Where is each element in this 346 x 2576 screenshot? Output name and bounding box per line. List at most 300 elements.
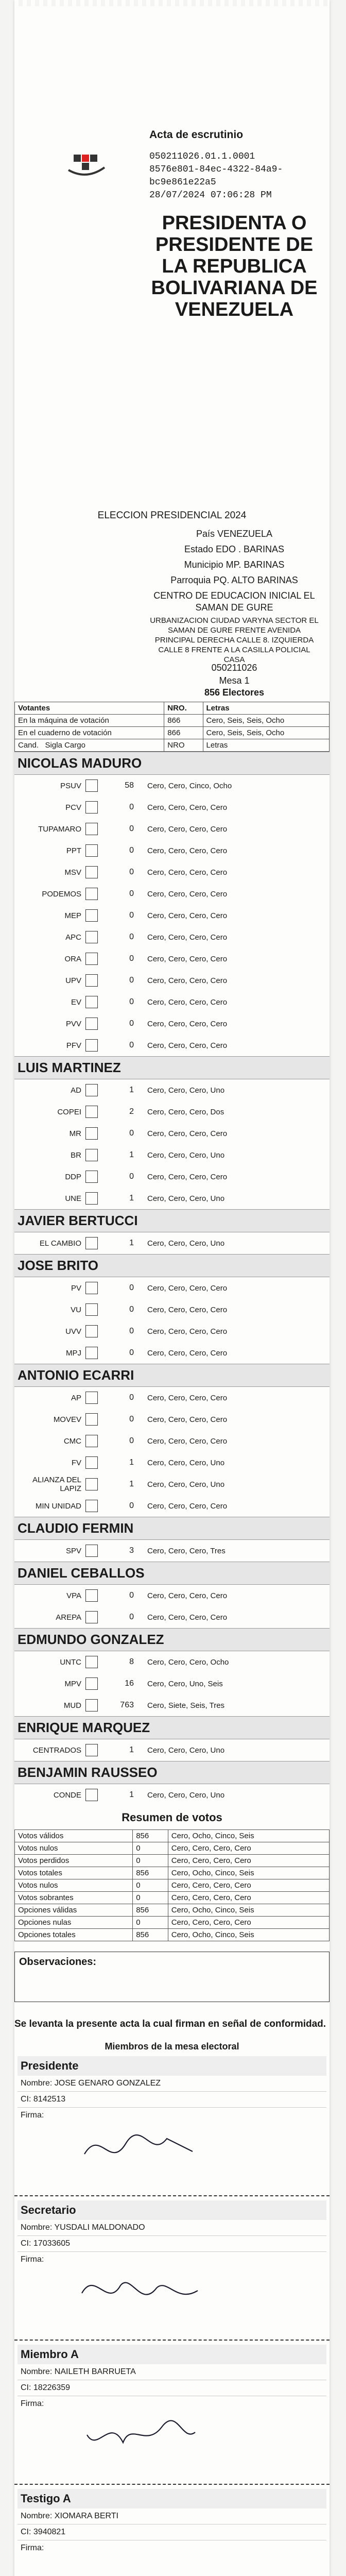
conformidad-note: Se levanta la presente acta la cual firman en señal de conformidad. <box>14 2019 326 2029</box>
party-logo-icon <box>85 1545 98 1557</box>
vote-row <box>14 1540 330 1562</box>
party-sigla: MEP <box>64 911 81 920</box>
vote-letras: Cero, Cero, Cero, Cero <box>147 911 228 920</box>
vote-count: 763 <box>120 1701 134 1709</box>
party-sigla: PVV <box>65 1019 81 1028</box>
party-sigla: PPT <box>66 846 81 855</box>
vote-letras: Cero, Cero, Cero, Uno <box>147 1239 225 1248</box>
member-ci: CI: 3940821 <box>18 2524 326 2540</box>
resumen-label: Votos perdidos <box>15 1855 133 1867</box>
party-logo-icon <box>85 1611 98 1623</box>
party-sigla: PV <box>71 1283 81 1293</box>
estado: Estado EDO . BARINAS <box>184 544 285 554</box>
vote-row <box>14 1673 330 1694</box>
member-block <box>14 2052 330 2196</box>
resumen-count: 856 <box>133 1929 168 1941</box>
vote-count: 0 <box>129 1613 134 1621</box>
party-sigla: ALIANZA DEL LAPIZ <box>32 1476 81 1493</box>
pais: País VENEZUELA <box>196 529 273 539</box>
vote-count: 0 <box>129 1591 134 1600</box>
vote-letras: Cero, Cero, Cero, Cero <box>147 1415 228 1424</box>
candidate-name: NICOLAS MADURO <box>14 752 330 775</box>
acta-header <box>14 0 330 698</box>
party-sigla: SPV <box>65 1546 81 1555</box>
cand-header-cell <box>15 739 164 752</box>
vote-count: 0 <box>129 1129 134 1138</box>
vote-row <box>14 1473 330 1495</box>
resumen-label: Votos nulos <box>15 1879 133 1892</box>
vote-count: 1 <box>129 1480 134 1488</box>
acta-header-right <box>149 129 319 320</box>
vote-count: 0 <box>129 1283 134 1292</box>
candidate-name: EDMUNDO GONZALEZ <box>14 1628 330 1651</box>
parroquia: Parroquia PQ. ALTO BARINAS <box>170 575 298 585</box>
acta-title: Acta de escrutinio <box>149 129 244 141</box>
party-sigla: ORA <box>64 954 81 963</box>
vote-count: 1 <box>129 1745 134 1754</box>
party-logo-icon <box>85 888 98 900</box>
votantes-table <box>14 702 330 752</box>
candidate-name: JOSE BRITO <box>14 1254 330 1277</box>
cand-label: Cand. <box>18 741 39 750</box>
vote-count: 3 <box>129 1546 134 1555</box>
candidate-name: BENJAMIN RAUSSEO <box>14 1761 330 1784</box>
resumen-title: Resumen de votos <box>122 1811 222 1824</box>
vote-letras: Cero, Cero, Cero, Cero <box>147 1501 228 1511</box>
member-nombre: Nombre: JOSE GENARO GONZALEZ <box>18 2076 326 2092</box>
member-block <box>14 2485 330 2576</box>
vote-count: 1 <box>129 1086 134 1094</box>
resumen-letras: Cero, Cero, Cero, Cero <box>168 1842 329 1855</box>
party-logo-icon <box>85 1039 98 1052</box>
vote-row <box>14 1430 330 1452</box>
resumen-row <box>15 1855 330 1867</box>
vote-letras: Cero, Cero, Cero, Cero <box>147 1613 228 1622</box>
party-logo-icon <box>85 1106 98 1118</box>
party-sigla: UPV <box>65 976 81 985</box>
resumen-table <box>14 1829 330 1941</box>
party-logo-icon <box>85 1018 98 1030</box>
miembros-title: Miembros de la mesa electoral <box>105 2041 239 2052</box>
vote-count: 0 <box>129 1436 134 1445</box>
member-block <box>14 2196 330 2341</box>
party-logo-icon <box>85 823 98 835</box>
vote-count: 0 <box>129 933 134 941</box>
party-sigla: DDP <box>65 1172 81 1181</box>
acta-code-1: 050211026.01.1.0001 <box>149 151 255 162</box>
vote-row <box>14 1606 330 1628</box>
candidate-name: JAVIER BERTUCCI <box>14 1209 330 1232</box>
vote-letras: Cero, Cero, Cero, Cero <box>147 1129 228 1138</box>
vote-row <box>14 861 330 883</box>
party-sigla: EV <box>71 997 81 1007</box>
party-logo-icon <box>85 1500 98 1512</box>
member-firma <box>18 2252 326 2335</box>
vote-row <box>14 818 330 840</box>
votantes-row-letras: Cero, Seis, Seis, Ocho <box>203 715 329 727</box>
firma-label: Firma: <box>21 2111 44 2120</box>
nro-label: NRO <box>164 739 203 752</box>
member-firma <box>18 2108 326 2191</box>
party-sigla: PSUV <box>60 781 81 790</box>
vote-letras: Cero, Cero, Cero, Cero <box>147 1591 228 1600</box>
vote-letras: Cero, Cero, Cero, Uno <box>147 1790 225 1800</box>
resumen-row <box>15 1929 330 1941</box>
votantes-row-letras: Cero, Seis, Seis, Ocho <box>203 727 329 739</box>
cne-logo-icon <box>63 144 110 180</box>
vote-row <box>14 970 330 991</box>
member-firma <box>18 2540 326 2576</box>
party-logo-icon <box>85 1303 98 1316</box>
party-sigla: CONDE <box>53 1790 81 1800</box>
vote-letras: Cero, Cero, Cero, Cero <box>147 1327 228 1336</box>
signature-icon <box>79 2267 213 2319</box>
vote-letras: Cero, Cero, Cero, Cero <box>147 803 228 812</box>
vote-letras: Cero, Cero, Cero, Uno <box>147 1480 225 1489</box>
resumen-row <box>15 1917 330 1929</box>
votantes-row-label: En la máquina de votación <box>15 715 164 727</box>
party-sigla: UNE <box>65 1194 81 1203</box>
vote-letras: Cero, Cero, Cero, Cero <box>147 1393 228 1402</box>
election-title: PRESIDENTA O PRESIDENTE DE LA REPUBLICA BOLIVARIANA DE VENEZUELA <box>151 212 318 320</box>
vote-row <box>14 1144 330 1166</box>
vote-letras: Cero, Cero, Cero, Cero <box>147 1436 228 1446</box>
vote-row <box>14 1409 330 1430</box>
signature-icon <box>79 2556 213 2576</box>
member-firma <box>18 2396 326 2480</box>
vote-letras: Cero, Cero, Cero, Cero <box>147 1283 228 1293</box>
candidate-name: ANTONIO ECARRI <box>14 1364 330 1387</box>
party-logo-icon <box>85 779 98 792</box>
vote-letras: Cero, Cero, Cero, Cero <box>147 1305 228 1314</box>
member-role: Miembro A <box>18 2345 326 2364</box>
sigla-label: Sigla <box>45 741 62 750</box>
signature-icon <box>79 2412 213 2463</box>
acta-code-2: 8576e801-84ec-4322-84a9- <box>149 164 283 175</box>
resumen-row <box>15 1830 330 1842</box>
party-logo-icon <box>85 801 98 814</box>
vote-count: 2 <box>129 1107 134 1116</box>
resumen-label: Votos sobrantes <box>15 1892 133 1904</box>
party-logo-icon <box>85 1149 98 1161</box>
vote-row <box>14 1585 330 1606</box>
party-sigla: PODEMOS <box>42 889 81 899</box>
resumen-letras: Cero, Cero, Cero, Cero <box>168 1917 329 1929</box>
votantes-row-nro: 866 <box>164 727 203 739</box>
resumen-letras: Cero, Ocho, Cinco, Seis <box>168 1830 329 1842</box>
party-sigla: PCV <box>65 803 81 812</box>
codigo: 050211026 <box>211 663 257 673</box>
vote-count: 0 <box>129 911 134 920</box>
resumen-row <box>15 1867 330 1879</box>
vote-count: 0 <box>129 1305 134 1314</box>
direccion: URBANIZACION CIUDAD VARYNA SECTOR EL SAMAN DE GURE FRENTE AVENIDA PRINCIPAL DERECHA CALLE 8. IZQUIERDA CALLE 8 FRENTE A LA CASILLA POLICIAL CASA <box>150 616 319 664</box>
vote-row <box>14 1079 330 1101</box>
resumen-row <box>15 1892 330 1904</box>
candidates-list <box>14 752 330 1806</box>
electores: 856 Electores <box>204 687 265 698</box>
party-sigla: VPA <box>66 1591 81 1600</box>
party-logo-icon <box>85 1127 98 1140</box>
cargo-label: Cargo <box>64 741 85 750</box>
resumen-label: Opciones totales <box>15 1929 133 1941</box>
letras-header: Letras <box>203 702 329 715</box>
resumen-label: Opciones nulas <box>15 1917 133 1929</box>
party-sigla: AP <box>71 1393 81 1402</box>
acta-datetime: 28/07/2024 07:06:28 PM <box>149 190 272 200</box>
centro: CENTRO DE EDUCACION INICIAL EL SAMAN DE GURE <box>153 590 315 613</box>
vote-row <box>14 1452 330 1473</box>
resumen-count: 856 <box>133 1904 168 1917</box>
vote-letras: Cero, Cero, Cero, Cero <box>147 1041 228 1050</box>
vote-count: 16 <box>125 1679 134 1688</box>
candidate-name: DANIEL CEBALLOS <box>14 1562 330 1585</box>
main-body <box>14 702 330 2576</box>
firma-label: Firma: <box>21 2544 44 2552</box>
party-sigla: CMC <box>63 1436 81 1446</box>
candidate-name: ENRIQUE MARQUEZ <box>14 1716 330 1739</box>
candidate-name: LUIS MARTINEZ <box>14 1056 330 1079</box>
party-logo-icon <box>85 974 98 987</box>
party-sigla: MPJ <box>66 1348 81 1358</box>
votantes-row-nro: 866 <box>164 715 203 727</box>
party-sigla: BR <box>71 1150 81 1160</box>
party-logo-icon <box>85 909 98 922</box>
member-role: Testigo A <box>18 2489 326 2509</box>
vote-letras: Cero, Cero, Cero, Uno <box>147 1086 225 1095</box>
party-sigla: UVV <box>65 1327 81 1336</box>
vote-letras: Cero, Cero, Uno, Seis <box>147 1679 223 1688</box>
vote-row <box>14 1739 330 1761</box>
party-sigla: APC <box>65 933 81 942</box>
party-logo-icon <box>85 1192 98 1205</box>
party-logo-icon <box>85 1325 98 1337</box>
party-logo-icon <box>85 996 98 1008</box>
vote-letras: Cero, Siete, Seis, Tres <box>147 1701 225 1710</box>
candidate-name: CLAUDIO FERMIN <box>14 1517 330 1540</box>
party-sigla: COPEI <box>57 1107 81 1116</box>
vote-row <box>14 1784 330 1806</box>
resumen-label: Opciones válidas <box>15 1904 133 1917</box>
resumen-count: 856 <box>133 1830 168 1842</box>
party-sigla: PFV <box>66 1041 81 1050</box>
vote-count: 8 <box>129 1657 134 1666</box>
vote-count: 0 <box>129 803 134 811</box>
party-logo-icon <box>85 844 98 857</box>
vote-letras: Cero, Cero, Cero, Uno <box>147 1150 225 1160</box>
party-sigla: AREPA <box>56 1613 81 1622</box>
vote-row <box>14 1277 330 1299</box>
party-sigla: MPV <box>64 1679 81 1688</box>
vote-count: 58 <box>125 781 134 790</box>
vote-count: 0 <box>129 868 134 876</box>
member-block <box>14 2341 330 2485</box>
vote-row <box>14 1651 330 1673</box>
vote-row <box>14 1320 330 1342</box>
vote-row <box>14 1299 330 1320</box>
party-sigla: AD <box>71 1086 81 1095</box>
vote-count: 1 <box>129 1150 134 1159</box>
vote-row <box>14 948 330 970</box>
vote-row <box>14 926 330 948</box>
party-sigla: MOVEV <box>53 1415 81 1424</box>
nro-header: NRO. <box>164 702 203 715</box>
party-sigla: VU <box>71 1305 81 1314</box>
party-logo-icon <box>85 866 98 878</box>
vote-count: 1 <box>129 1239 134 1247</box>
party-sigla: EL CAMBIO <box>39 1239 81 1248</box>
member-nombre: Nombre: YUSDALI MALDONADO <box>18 2220 326 2236</box>
vote-letras: Cero, Cero, Cero, Cero <box>147 1172 228 1181</box>
vote-row <box>14 991 330 1013</box>
party-sigla: UNTC <box>60 1657 81 1667</box>
vote-count: 0 <box>129 889 134 898</box>
letras-label: Letras <box>203 739 329 752</box>
vote-row <box>14 1123 330 1144</box>
vote-count: 1 <box>129 1790 134 1799</box>
party-logo-icon <box>85 1456 98 1469</box>
vote-row <box>14 796 330 818</box>
vote-letras: Cero, Cero, Cinco, Ocho <box>147 781 232 790</box>
vote-row <box>14 1166 330 1188</box>
vote-row <box>14 840 330 861</box>
vote-count: 0 <box>129 824 134 833</box>
vote-row <box>14 1232 330 1254</box>
resumen-label: Votos válidos <box>15 1830 133 1842</box>
party-logo-icon <box>85 1435 98 1447</box>
party-logo-icon <box>85 1699 98 1711</box>
resumen-letras: Cero, Ocho, Cinco, Seis <box>168 1867 329 1879</box>
vote-letras: Cero, Cero, Cero, Uno <box>147 1745 225 1755</box>
party-logo-icon <box>85 1589 98 1602</box>
party-logo-icon <box>85 1789 98 1801</box>
member-nombre: Nombre: XIOMARA BERTI <box>18 2509 326 2524</box>
vote-row <box>14 905 330 926</box>
vote-count: 0 <box>129 1393 134 1402</box>
vote-count: 0 <box>129 1501 134 1510</box>
mesa: Mesa 1 <box>219 675 250 686</box>
resumen-count: 0 <box>133 1879 168 1892</box>
eleccion: ELECCION PRESIDENCIAL 2024 <box>97 510 247 521</box>
resumen-count: 0 <box>133 1892 168 1904</box>
party-sigla: MUD <box>63 1701 81 1710</box>
party-sigla: MIN UNIDAD <box>35 1501 81 1511</box>
signature-icon <box>79 2123 213 2175</box>
member-role: Secretario <box>18 2200 326 2220</box>
party-logo-icon <box>85 1744 98 1756</box>
member-nombre: Nombre: NAILETH BARRUETA <box>18 2364 326 2380</box>
vote-letras: Cero, Cero, Cero, Cero <box>147 868 228 877</box>
acta-code-3: bc9e861e22a5 <box>149 177 216 188</box>
resumen-label: Votos nulos <box>15 1842 133 1855</box>
vote-row <box>14 1035 330 1056</box>
vote-letras: Cero, Cero, Cero, Cero <box>147 889 228 899</box>
municipio: Municipio MP. BARINAS <box>184 560 285 570</box>
vote-letras: Cero, Cero, Cero, Cero <box>147 846 228 855</box>
party-logo-icon <box>85 1392 98 1404</box>
vote-letras: Cero, Cero, Cero, Cero <box>147 824 228 834</box>
member-role: Presidente <box>18 2056 326 2076</box>
vote-count: 0 <box>129 1348 134 1357</box>
vote-row <box>14 1387 330 1409</box>
party-sigla: TUPAMARO <box>38 824 81 834</box>
resumen-letras: Cero, Cero, Cero, Cero <box>168 1855 329 1867</box>
vote-letras: Cero, Cero, Cero, Cero <box>147 976 228 985</box>
party-sigla: MSV <box>64 868 81 877</box>
vote-letras: Cero, Cero, Cero, Cero <box>147 1019 228 1028</box>
vote-row <box>14 1188 330 1209</box>
vote-count: 0 <box>129 1041 134 1049</box>
resumen-count: 0 <box>133 1842 168 1855</box>
vote-count: 0 <box>129 954 134 963</box>
vote-count: 0 <box>129 1019 134 1028</box>
votantes-row-label: En el cuaderno de votación <box>15 727 164 739</box>
firma-label: Firma: <box>21 2255 44 2264</box>
party-logo-icon <box>85 953 98 965</box>
vote-row <box>14 1694 330 1716</box>
vote-letras: Cero, Cero, Cero, Dos <box>147 1107 224 1116</box>
party-sigla: MR <box>69 1129 81 1138</box>
vote-letras: Cero, Cero, Cero, Cero <box>147 997 228 1007</box>
vote-letras: Cero, Cero, Cero, Cero <box>147 954 228 963</box>
resumen-count: 0 <box>133 1855 168 1867</box>
resumen-row <box>15 1904 330 1917</box>
vote-letras: Cero, Cero, Cero, Cero <box>147 1348 228 1358</box>
acta-sheet <box>14 0 330 2576</box>
vote-count: 0 <box>129 1172 134 1181</box>
vote-count: 0 <box>129 1327 134 1335</box>
vote-count: 1 <box>129 1458 134 1467</box>
vote-letras: Cero, Cero, Cero, Ocho <box>147 1657 229 1667</box>
party-logo-icon <box>85 931 98 943</box>
vote-row <box>14 775 330 796</box>
party-logo-icon <box>85 1478 98 1490</box>
resumen-label: Votos totales <box>15 1867 133 1879</box>
vote-letras: Cero, Cero, Cero, Uno <box>147 1194 225 1203</box>
vote-count: 0 <box>129 976 134 985</box>
vote-row <box>14 883 330 905</box>
observaciones-label: Observaciones: <box>19 1956 97 1968</box>
firma-label: Firma: <box>21 2399 44 2408</box>
party-logo-icon <box>85 1237 98 1249</box>
vote-row <box>14 1013 330 1035</box>
party-sigla: FV <box>71 1458 81 1467</box>
resumen-row <box>15 1879 330 1892</box>
vote-letras: Cero, Cero, Cero, Uno <box>147 1458 225 1467</box>
vote-count: 0 <box>129 997 134 1006</box>
member-ci: CI: 18226359 <box>18 2380 326 2396</box>
party-logo-icon <box>85 1677 98 1690</box>
votantes-header: Votantes <box>15 702 164 715</box>
resumen-count: 856 <box>133 1867 168 1879</box>
observaciones-box <box>14 1952 330 2002</box>
resumen-letras: Cero, Cero, Cero, Cero <box>168 1879 329 1892</box>
vote-count: 0 <box>129 846 134 855</box>
resumen-letras: Cero, Ocho, Cinco, Seis <box>168 1929 329 1941</box>
resumen-letras: Cero, Cero, Cero, Cero <box>168 1892 329 1904</box>
vote-row <box>14 1495 330 1517</box>
vote-letras: Cero, Cero, Cero, Tres <box>147 1546 226 1555</box>
vote-count: 0 <box>129 1415 134 1423</box>
party-logo-icon <box>85 1084 98 1096</box>
party-logo-icon <box>85 1656 98 1668</box>
party-logo-icon <box>85 1413 98 1426</box>
vote-count: 1 <box>129 1194 134 1202</box>
member-ci: CI: 8142513 <box>18 2092 326 2108</box>
party-logo-icon <box>85 1171 98 1183</box>
members-list <box>14 2052 330 2576</box>
party-logo-icon <box>85 1282 98 1294</box>
